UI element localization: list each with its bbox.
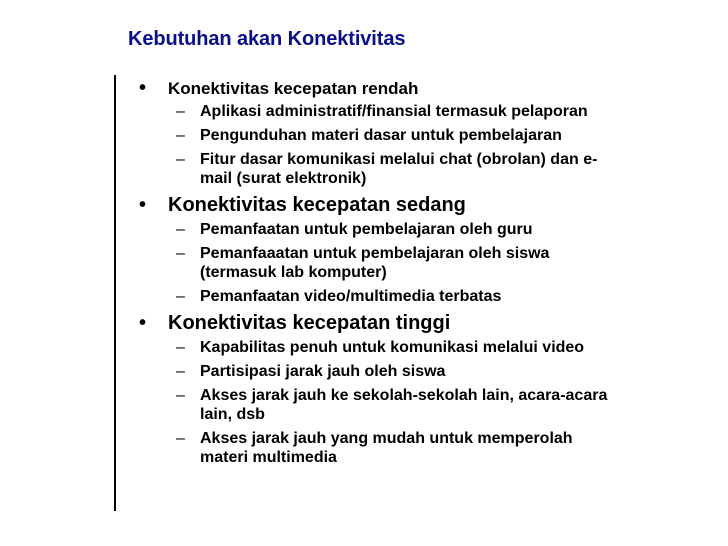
dash-icon: – — [176, 288, 185, 305]
section-high-speed — [138, 311, 698, 467]
dash-icon: – — [176, 430, 185, 447]
slide-title: Kebutuhan akan Konektivitas — [128, 28, 406, 50]
bullet-dot-icon: • — [139, 194, 147, 216]
sub-item-text: Partisipasi jarak jauh oleh siswa — [200, 363, 446, 380]
sub-item-text: Akses jarak jauh yang mudah untuk memperolah materi multimedia — [200, 430, 573, 466]
dash-icon: – — [176, 387, 185, 404]
sub-item-text: Pemanfaatan untuk pembelajaran oleh guru — [200, 221, 533, 238]
dash-icon: – — [176, 339, 185, 356]
sub-item — [138, 150, 698, 188]
sub-item — [138, 386, 698, 424]
sub-item — [138, 362, 698, 381]
dash-icon: – — [176, 363, 185, 380]
section-heading — [138, 78, 698, 99]
sub-item-text: Kapabilitas penuh untuk komunikasi melalui video — [200, 339, 585, 356]
sub-list — [138, 220, 698, 306]
bullet-dot-icon: • — [139, 77, 147, 99]
sub-item-text: Pengunduhan materi dasar untuk pembelajaran — [200, 127, 562, 144]
sub-item — [138, 244, 698, 282]
section-medium-speed — [138, 193, 698, 306]
bullet-content — [138, 78, 698, 472]
section-low-speed — [138, 78, 698, 188]
dash-icon: – — [176, 221, 185, 238]
sub-item-text: Pemanfaaatan untuk pembelajaran oleh siswa (termasuk lab komputer) — [200, 245, 550, 281]
dash-icon: – — [176, 151, 185, 168]
section-heading — [138, 311, 698, 335]
sub-item — [138, 102, 698, 121]
sub-item — [138, 126, 698, 145]
sub-item-text: Akses jarak jauh ke sekolah-sekolah lain, acara-acara lain, dsb — [200, 387, 608, 423]
dash-icon: – — [176, 127, 185, 144]
sub-item — [138, 429, 698, 467]
sub-list — [138, 338, 698, 467]
sub-item — [138, 220, 698, 239]
section-heading-text: Konektivitas kecepatan sedang — [168, 194, 466, 216]
sub-item — [138, 338, 698, 357]
section-heading — [138, 193, 698, 217]
section-heading-text: Konektivitas kecepatan tinggi — [168, 312, 451, 334]
sub-item-text: Pemanfaatan video/multimedia terbatas — [200, 288, 502, 305]
bullet-dot-icon: • — [139, 312, 147, 334]
sub-item-text: Aplikasi administratif/finansial termasuk pelaporan — [200, 103, 588, 120]
sub-list — [138, 102, 698, 188]
sub-item-text: Fitur dasar komunikasi melalui chat (obrolan) dan e- mail (surat elektronik) — [200, 151, 598, 187]
dash-icon: – — [176, 103, 185, 120]
vertical-divider — [114, 75, 116, 511]
section-heading-text: Konektivitas kecepatan rendah — [168, 79, 419, 98]
dash-icon: – — [176, 245, 185, 262]
sub-item — [138, 287, 698, 306]
